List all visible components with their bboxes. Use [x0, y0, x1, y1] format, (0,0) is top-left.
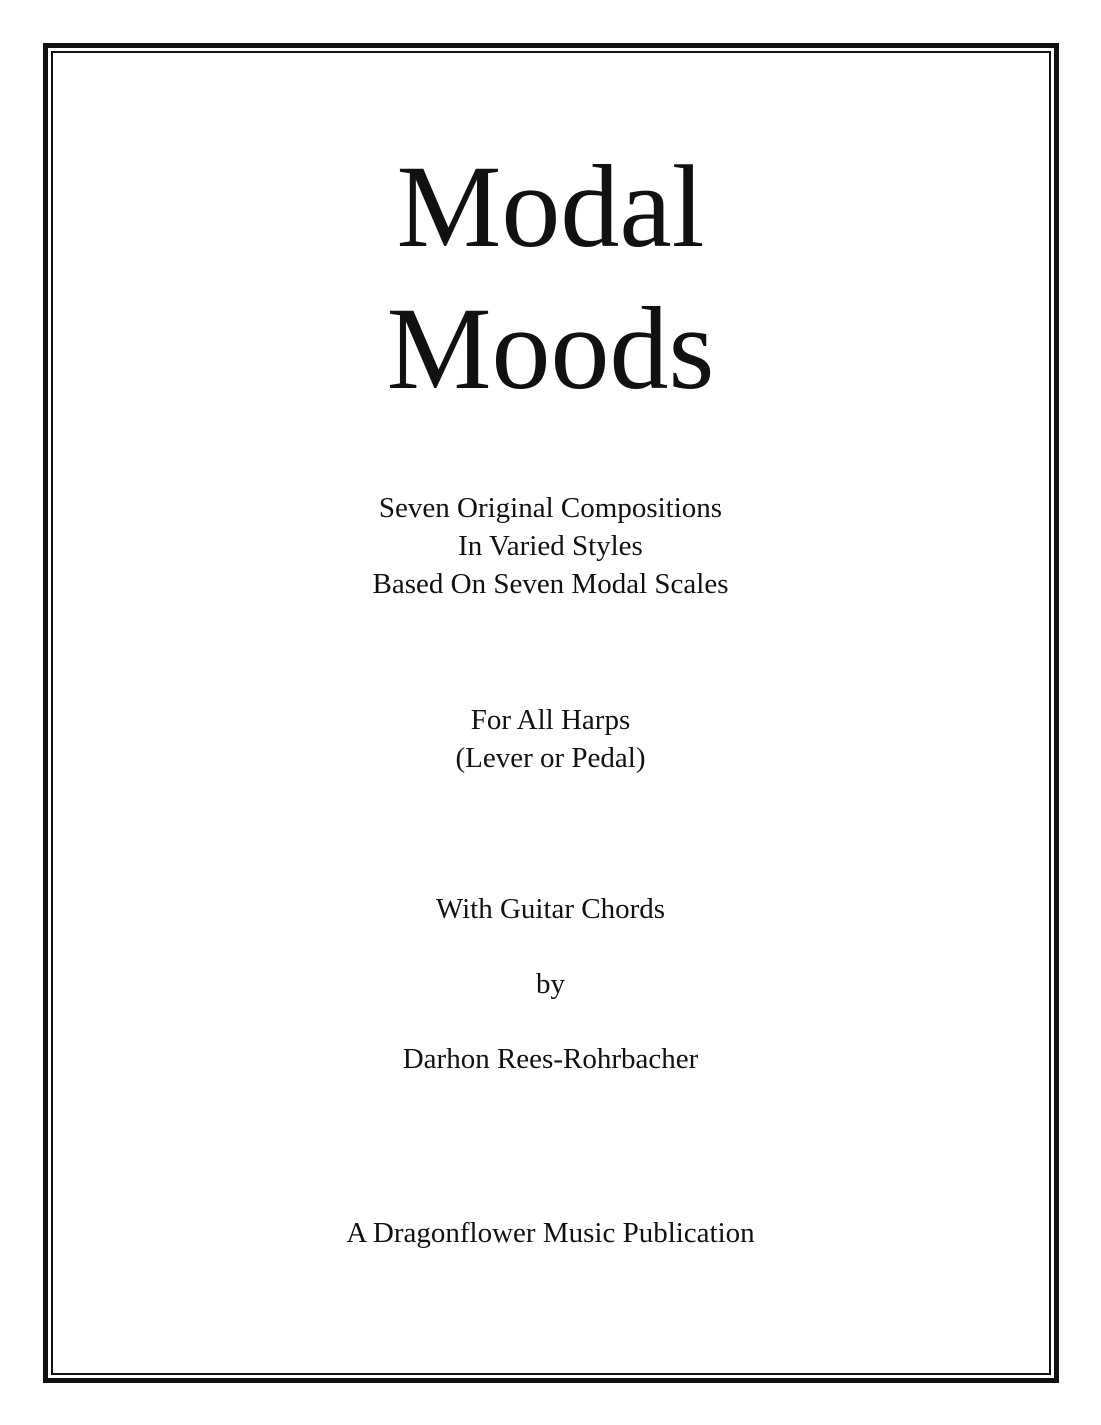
subtitle-line-3: Based On Seven Modal Scales [372, 568, 729, 600]
title-line-2: Moods [386, 283, 715, 414]
publisher-line: A Dragonflower Music Publication [346, 1217, 755, 1249]
subtitle-line-2: In Varied Styles [458, 530, 643, 562]
subtitle-line-1: Seven Original Compositions [378, 492, 723, 524]
author-name: Darhon Rees-Rohrbacher [402, 1043, 699, 1075]
title-line-1: Modal [396, 141, 705, 272]
guitar-chords-note: With Guitar Chords [435, 893, 666, 925]
instrument-line-2: (Lever or Pedal) [455, 742, 646, 774]
byline: by [536, 968, 565, 1000]
instrument-line-1: For All Harps [470, 704, 631, 736]
